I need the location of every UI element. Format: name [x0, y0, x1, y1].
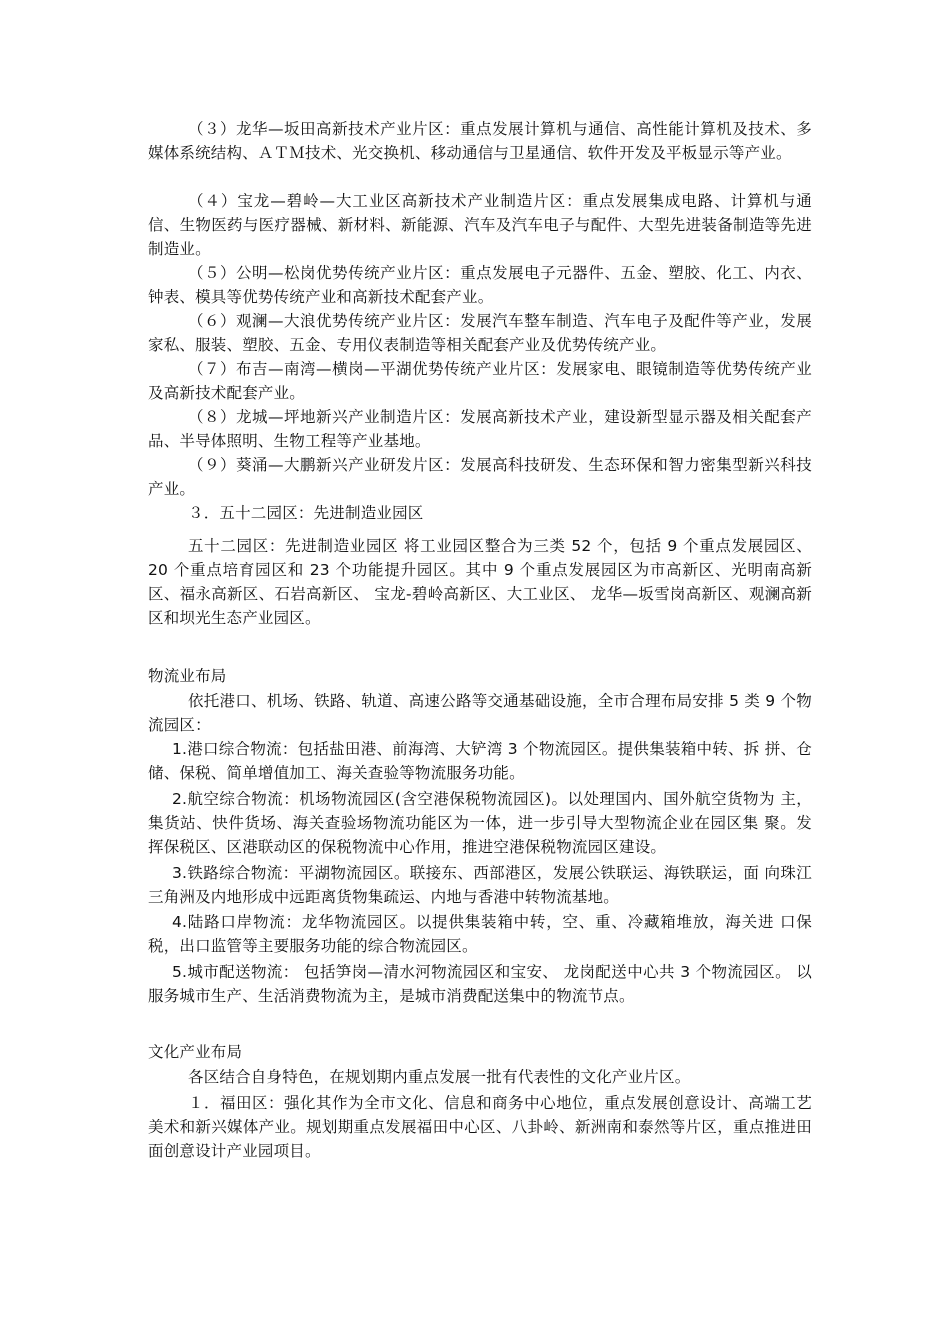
logistics-item-2: 2.航空综合物流：机场物流园区(含空港保税物流园区)。以处理国内、国外航空货物为 主，集货站、快件货场、海关查验场物流功能区为一体，进一步引导大型物流企业在园区集 聚。发挥保税区、区港联动区的保税物流中心作用，推进空港保税物流园区建设。 [148, 790, 812, 856]
culture-intro: 各区结合自身特色，在规划期内重点发展一批有代表性的文化产业片区。 [188, 1068, 691, 1086]
park-heading: ３．五十二园区：先进制造业园区 [188, 504, 424, 522]
culture-item-1: １．福田区：强化其作为全市文化、信息和商务中心地位，重点发展创意设计、高端工艺美术和新兴媒体产业。规划期重点发展福田中心区、八卦岭、新洲南和泰然等片区，重点推进田面创意设计产业园项目。 [148, 1094, 812, 1160]
logistics-intro: 依托港口、机场、铁路、轨道、高速公路等交通基础设施，全市合理布局安排 5 类 9 个物流园区： [148, 692, 812, 734]
logistics-heading: 物流业布局 [148, 667, 227, 685]
industrial-zone-9: （９）葵涌—大鹏新兴产业研发片区：发展高科技研发、生态环保和智力密集型新兴科技产业。 [148, 456, 812, 498]
industrial-zone-7: （７）布吉—南湾—横岗—平湖优势传统产业片区：发展家电、眼镜制造等优势传统产业及高新技术配套产业。 [148, 360, 812, 402]
culture-heading: 文化产业布局 [148, 1043, 243, 1061]
logistics-item-1: 1.港口综合物流：包括盐田港、前海湾、大铲湾 3 个物流园区。提供集装箱中转、拆 拼、仓储、保税、简单增值加工、海关查验等物流服务功能。 [148, 740, 812, 782]
logistics-item-5: 5.城市配送物流： 包括笋岗—清水河物流园区和宝安、 龙岗配送中心共 3 个物流园区。 以服务城市生产、生活消费物流为主，是城市消费配送集中的物流节点。 [148, 963, 812, 1005]
park-paragraph: 五十二园区：先进制造业园区 将工业园区整合为三类 52 个，包括 9 个重点发展园区、20 个重点培育园区和 23 个功能提升园区。其中 9 个重点发展园区为市高新区、光明南高新区、福永高新区、石岩高新区、 宝龙-碧岭高新区、大工业区、 龙华—坂雪岗高新区、观澜高新区和坝光生态产业园区。 [148, 537, 812, 627]
industrial-zone-6: （６）观澜—大浪优势传统产业片区：发展汽车整车制造、汽车电子及配件等产业，发展家私、服装、塑胶、五金、专用仪表制造等相关配套产业及优势传统产业。 [148, 312, 812, 354]
industrial-zone-8: （８）龙城—坪地新兴产业制造片区：发展高新技术产业，建设新型显示器及相关配套产品、半导体照明、生物工程等产业基地。 [148, 408, 812, 450]
industrial-zone-5: （５）公明—松岗优势传统产业片区：重点发展电子元器件、五金、塑胶、化工、内衣、钟表、模具等优势传统产业和高新技术配套产业。 [148, 264, 812, 306]
industrial-zone-3: （３）龙华—坂田高新技术产业片区：重点发展计算机与通信、高性能计算机及技术、多媒体系统结构、ＡＴＭ技术、光交换机、移动通信与卫星通信、软件开发及平板显示等产业。 [148, 120, 812, 162]
logistics-item-4: 4.陆路口岸物流：龙华物流园区。以提供集装箱中转，空、重、冷藏箱堆放，海关进 口保税，出口监管等主要服务功能的综合物流园区。 [148, 913, 812, 955]
logistics-item-3: 3.铁路综合物流：平湖物流园区。联接东、西部港区，发展公铁联运、海铁联运，面 向珠江三角洲及内地形成中远距离货物集疏运、内地与香港中转物流基地。 [148, 864, 812, 906]
industrial-zone-4: （４）宝龙—碧岭—大工业区高新技术产业制造片区：重点发展集成电路、计算机与通信、生物医药与医疗器械、新材料、新能源、汽车及汽车电子与配件、大型先进装备制造等先进制造业。 [148, 192, 812, 258]
